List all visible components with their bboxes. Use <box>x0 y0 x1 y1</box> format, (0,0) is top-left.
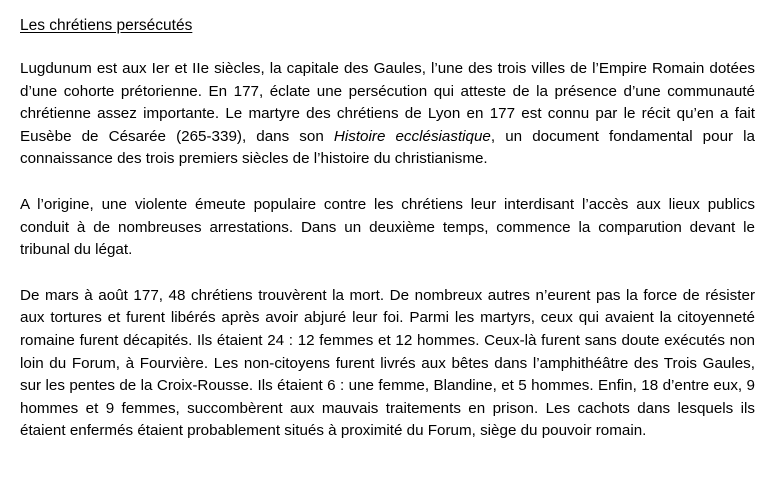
paragraph-origin: A l’origine, une violente émeute populaire contre les chrétiens leur interdisant l’accès aux lieux publics conduit à de nombreuses arrestations. Dans un deuxième temps, commence la comparution devant le tribunal du légat. <box>20 195 755 259</box>
paragraph-intro-text-after: , un document fondamental pour la connaissance des trois premiers siècles de l’histoire du christianisme. <box>20 127 756 168</box>
document-page <box>20 14 755 466</box>
document-title: Les chrétiens persécutés <box>20 17 193 34</box>
paragraph-martyrs: De mars à août 177, 48 chrétiens trouvèrent la mort. De nombreux autres n’eurent pas la force de résister aux tortures et furent libérés après avoir abjuré leur foi. Parmi les martyrs, ceux qui avaient la citoyenneté romaine furent décapités. Ils étaient 24 : 12 femmes et 12 hommes. Ceux-là furent sans doute exécutés non loin du Forum, à Fourvière. Les non-citoyens furent livrés aux bêtes dans l’amphithéâtre des Trois Gaules, sur les pentes de la Croix-Rousse. Ils étaient 6 : une femme, Blandine, et 5 hommes. Enfin, 18 d’entre eux, 9 hommes et 9 femmes, succombèrent aux mauvais traitements en prison. Les cachots dans lesquels ils étaient enfermés étaient probablement situés à proximité du Forum, siège du pouvoir romain. <box>20 286 755 440</box>
paragraph-intro-text-before: Lugdunum est aux Ier et IIe siècles, la capitale des Gaules, l’une des trois villes de l’Empire Romain dotées d’une cohorte prétorienne. En 177, éclate une persécution qui atteste de la présence d’une communauté chrétienne assez importante. Le martyre des chrétiens de Lyon en 177 est connu par le récit qu’en a fait Eusèbe de Césarée (265-339), dans son <box>20 60 755 145</box>
paragraph-intro <box>20 58 755 171</box>
book-title-italic: Histoire ecclésiastique <box>333 127 491 145</box>
